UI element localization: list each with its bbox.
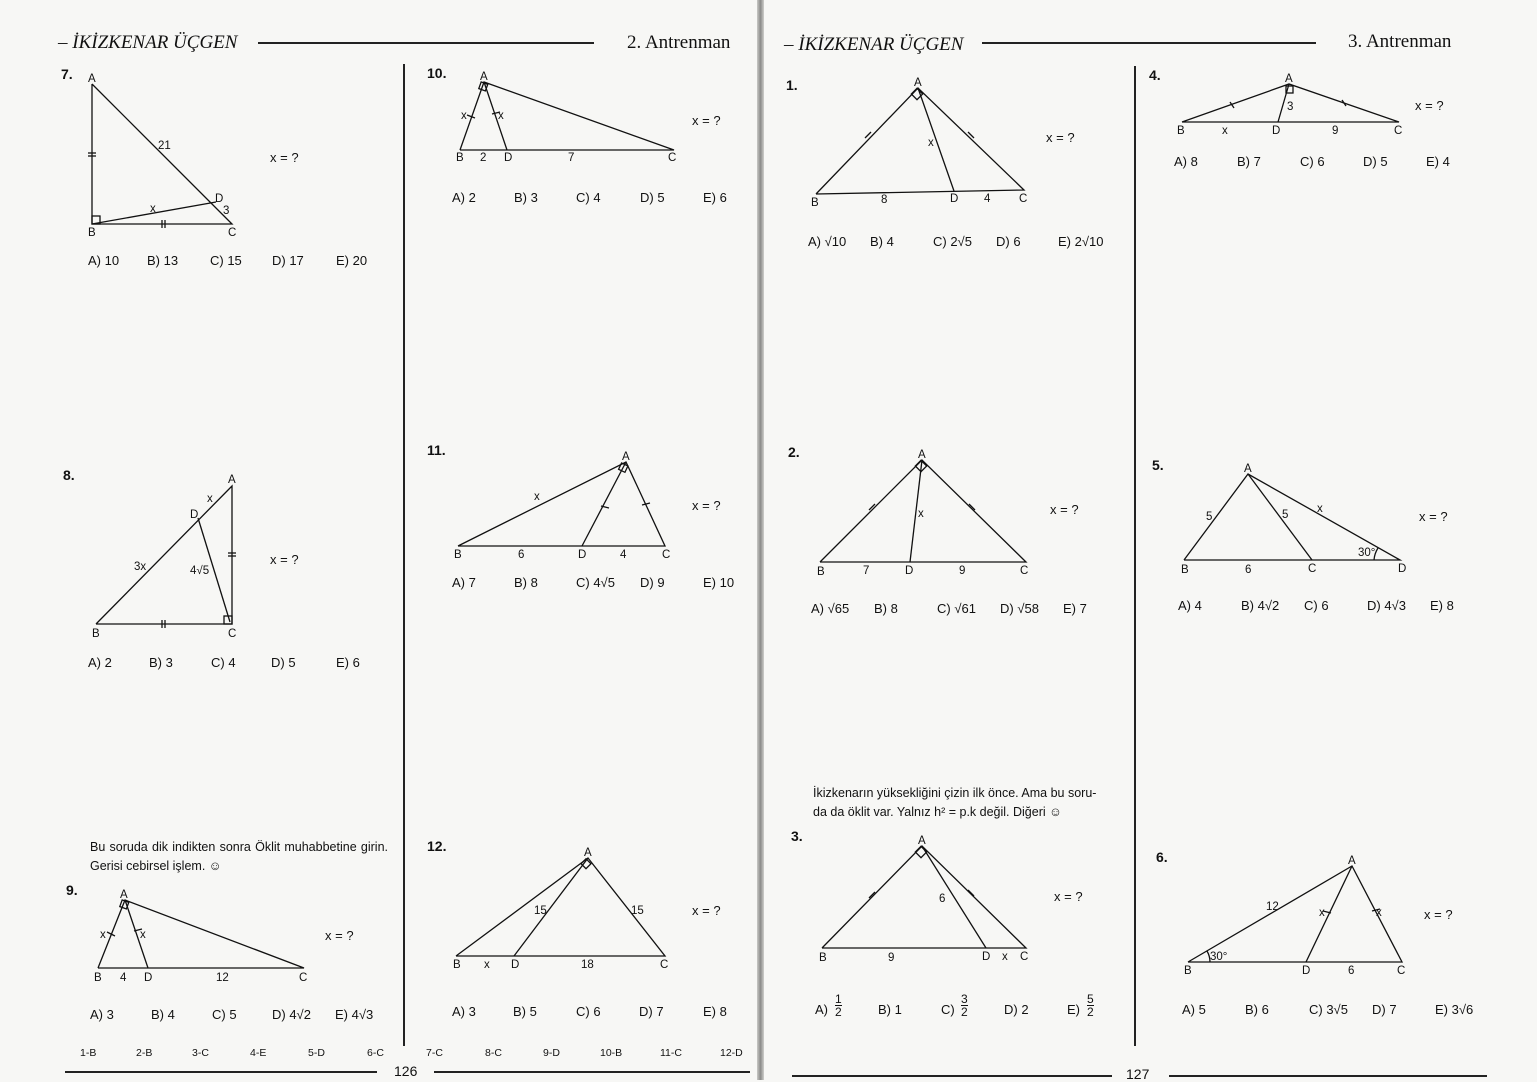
answer-key-item: 9-D	[543, 1047, 560, 1059]
label-x-right: x	[498, 110, 504, 122]
question-number: 8.	[63, 467, 75, 483]
label-b: B	[453, 959, 461, 971]
label-4root5: 4√5	[190, 565, 210, 577]
label-x: x	[1222, 125, 1228, 137]
question-number: 6.	[1156, 849, 1168, 865]
option-b[interactable]: B) 8	[874, 601, 898, 616]
label-a: A	[1285, 73, 1293, 85]
label-d: D	[905, 565, 914, 577]
answer-key-item: 7-C	[426, 1047, 443, 1059]
label-a: A	[914, 77, 922, 89]
right-page	[764, 0, 1537, 1080]
label-b: B	[819, 952, 827, 964]
label-c: C	[228, 227, 237, 239]
question-ask: x = ?	[1415, 98, 1444, 113]
option-b[interactable]: B) 4	[151, 1007, 175, 1022]
question-number: 4.	[1149, 67, 1161, 83]
option-e[interactable]: E) 8	[703, 1004, 727, 1019]
label-15-right: 15	[631, 905, 644, 917]
label-b: B	[94, 972, 102, 984]
option-d[interactable]: D) 2	[1004, 1002, 1029, 1017]
label-4: 4	[620, 549, 627, 561]
label-5-left: 5	[1206, 511, 1213, 523]
triangle-outline	[1188, 866, 1402, 962]
option-d[interactable]: D) 7	[1372, 1002, 1397, 1017]
label-b: B	[454, 549, 462, 561]
option-e[interactable]: E) 4√3	[335, 1007, 374, 1022]
label-x: x	[918, 508, 924, 520]
footer-rule-right	[434, 1071, 750, 1073]
label-12: 12	[216, 972, 229, 984]
label-a: A	[918, 449, 926, 461]
fraction-a: $\frac{1}{2}$	[835, 992, 842, 1019]
label-6: 6	[939, 893, 946, 905]
label-c: C	[1308, 563, 1317, 575]
book-gutter	[757, 0, 764, 1080]
label-d: D	[215, 193, 224, 205]
label-3: 3	[1287, 101, 1294, 113]
triangle-figure	[808, 74, 1038, 214]
label-d: D	[144, 972, 153, 984]
page-number: 126	[394, 1063, 418, 1079]
label-c: C	[1020, 951, 1029, 963]
segment-ad	[582, 462, 626, 546]
label-angle-30: 30°	[1210, 951, 1228, 963]
option-d[interactable]: D) 9	[640, 575, 665, 590]
option-b[interactable]: B) 6	[1245, 1002, 1269, 1017]
triangle-outline	[458, 462, 665, 546]
answer-key-item: 3-C	[192, 1047, 209, 1059]
question-number: 12.	[427, 838, 447, 854]
triangle-outline	[460, 82, 674, 150]
option-a[interactable]: A) 2	[88, 655, 112, 670]
option-c[interactable]: C) 4√5	[576, 575, 615, 590]
question-number: 5.	[1152, 457, 1164, 473]
label-x: x	[1002, 951, 1008, 963]
triangle-outline	[96, 486, 232, 624]
option-e[interactable]: E) 4	[1426, 154, 1450, 169]
left-page	[0, 0, 760, 1080]
label-a: A	[1244, 463, 1252, 475]
label-x: x	[207, 493, 213, 505]
option-e[interactable]: E) 2√10	[1058, 234, 1104, 249]
label-c: C	[1019, 193, 1028, 205]
label-c: C	[1397, 965, 1406, 977]
option-b[interactable]: B) 8	[514, 575, 538, 590]
option-b[interactable]: B) 13	[147, 253, 179, 268]
label-x: x	[150, 203, 156, 215]
label-b: B	[456, 152, 464, 164]
label-9: 9	[959, 565, 966, 577]
left-header-right: 2. Antrenman	[627, 32, 731, 53]
option-b[interactable]: B) 4	[870, 234, 894, 249]
label-x-left: x	[461, 110, 467, 122]
label-d: D	[1398, 563, 1407, 575]
tick-mark	[968, 890, 974, 896]
question-ask: x = ?	[1046, 130, 1075, 145]
label-a: A	[622, 451, 630, 463]
label-d: D	[511, 959, 520, 971]
right-header-title: – İKİZKENAR ÜÇGEN	[784, 34, 964, 55]
right-angle-mark	[479, 82, 488, 91]
label-angle-30: 30°	[1358, 547, 1376, 559]
hint-note-line1: İkizkenarın yüksekliğini çizin ilk önce. Ama bu soru-	[813, 786, 1097, 800]
hint-note: Bu soruda dik indikten sonra Öklit muhabbetine girin. Gerisi cebirsel işlem. ☺	[90, 840, 388, 873]
option-c[interactable]: C) 4	[211, 655, 236, 670]
label-6: 6	[1245, 564, 1252, 576]
option-d[interactable]: D) 5	[1363, 154, 1388, 169]
option-a[interactable]: A) 5	[1182, 1002, 1206, 1017]
fraction-c: $\frac{3}{2}$	[961, 992, 968, 1019]
question-number: 1.	[786, 77, 798, 93]
option-a[interactable]: A) 7	[452, 575, 476, 590]
label-a: A	[120, 889, 128, 901]
label-b: B	[1177, 125, 1185, 137]
label-18: 18	[581, 959, 594, 971]
option-c[interactable]: C) √61	[937, 601, 976, 616]
question-number: 3.	[791, 828, 803, 844]
label-8: 8	[881, 194, 888, 206]
triangle-figure	[88, 472, 248, 642]
option-a[interactable]: A) √65	[811, 601, 850, 616]
label-4: 4	[120, 972, 127, 984]
triangle-figure	[450, 844, 680, 974]
answer-key-item: 12-D	[720, 1047, 743, 1059]
option-d[interactable]: D) 4√2	[272, 1007, 311, 1022]
option-b[interactable]: B) 5	[513, 1004, 537, 1019]
label-15-left: 15	[534, 905, 547, 917]
question-ask: x = ?	[325, 928, 354, 943]
label-4: 4	[984, 193, 991, 205]
question-number: 10.	[427, 65, 447, 81]
triangle-figure	[1180, 852, 1420, 982]
label-c: C	[660, 959, 669, 971]
option-e[interactable]: E) 3√6	[1435, 1002, 1474, 1017]
option-a[interactable]: A)	[815, 1002, 828, 1017]
label-a: A	[480, 71, 488, 83]
label-d: D	[982, 951, 991, 963]
label-6: 6	[1348, 965, 1355, 977]
option-c[interactable]: C) 15	[210, 253, 242, 268]
segment-ad	[922, 846, 986, 948]
label-9: 9	[888, 952, 895, 964]
segment-ac	[1248, 474, 1312, 560]
answer-key-item: 4-E	[250, 1047, 267, 1059]
option-a[interactable]: A) √10	[808, 234, 847, 249]
label-7: 7	[863, 565, 870, 577]
option-e[interactable]: E) 6	[703, 190, 727, 205]
right-header-right: 3. Antrenman	[1348, 31, 1452, 52]
left-header-rule	[258, 42, 594, 44]
triangle-figure	[88, 884, 318, 984]
option-e[interactable]: E) 7	[1063, 601, 1087, 616]
option-c[interactable]: C) 2√5	[933, 234, 972, 249]
label-a: A	[918, 835, 926, 847]
option-b[interactable]: B) 3	[514, 190, 538, 205]
label-d: D	[504, 152, 513, 164]
question-number: 7.	[61, 66, 73, 82]
label-a: A	[228, 474, 236, 486]
label-12: 12	[1266, 901, 1279, 913]
answer-key-item: 2-B	[136, 1047, 153, 1059]
label-3: 3	[223, 205, 230, 217]
triangle-figure	[80, 70, 260, 240]
label-x-right: x	[1376, 907, 1382, 919]
label-b: B	[1184, 965, 1192, 977]
label-9: 9	[1332, 125, 1339, 137]
option-d[interactable]: D) 4√3	[1367, 598, 1406, 613]
triangle-figure	[1174, 72, 1414, 142]
label-b: B	[817, 566, 825, 578]
option-d[interactable]: D) √58	[1000, 601, 1039, 616]
label-b: B	[1181, 564, 1189, 576]
label-b: B	[811, 197, 819, 209]
question-number: 11.	[427, 442, 446, 458]
label-7: 7	[568, 152, 575, 164]
label-x: x	[484, 959, 490, 971]
right-column-divider	[1134, 66, 1136, 1046]
option-d[interactable]: D) 7	[639, 1004, 664, 1019]
option-a[interactable]: A) 2	[452, 190, 476, 205]
option-e[interactable]: E) 10	[703, 575, 735, 590]
segment-ad	[514, 858, 588, 956]
label-c: C	[662, 549, 671, 561]
segment-ad	[1306, 866, 1352, 962]
answer-key-item: 10-B	[600, 1047, 623, 1059]
question-ask: x = ?	[270, 150, 299, 165]
option-e[interactable]: E) 20	[336, 253, 368, 268]
triangle-outline	[816, 88, 1024, 194]
label-d: D	[578, 549, 587, 561]
option-a[interactable]: A) 3	[452, 1004, 476, 1019]
option-c[interactable]: C) 3√5	[1309, 1002, 1348, 1017]
segment-ad	[918, 88, 954, 191]
label-x-right: x	[140, 929, 146, 941]
label-c: C	[1394, 125, 1403, 137]
footer-rule-right	[1169, 1075, 1487, 1077]
triangle-outline	[822, 846, 1026, 948]
left-header-title: – İKİZKENAR ÜÇGEN	[58, 32, 238, 53]
triangle-figure	[816, 832, 1040, 966]
label-c: C	[299, 972, 308, 984]
option-a[interactable]: A) 4	[1178, 598, 1202, 613]
label-d: D	[950, 193, 959, 205]
option-a[interactable]: A) 10	[88, 253, 120, 268]
question-ask: x = ?	[1424, 907, 1453, 922]
label-x-left: x	[100, 929, 106, 941]
option-c[interactable]: C)	[941, 1002, 955, 1017]
label-side-21: 21	[158, 140, 171, 152]
option-e[interactable]: E) 8	[1430, 598, 1454, 613]
label-a: A	[88, 73, 96, 85]
option-d[interactable]: D) 6	[996, 234, 1021, 249]
question-ask: x = ?	[1050, 502, 1079, 517]
option-c[interactable]: C) 4	[576, 190, 601, 205]
option-c[interactable]: C) 6	[576, 1004, 601, 1019]
triangle-figure	[450, 448, 680, 568]
question-ask: x = ?	[692, 113, 721, 128]
label-c: C	[668, 152, 677, 164]
label-c: C	[1020, 565, 1029, 577]
label-2: 2	[480, 152, 487, 164]
label-x-left: x	[1319, 907, 1325, 919]
option-e[interactable]: E) 6	[336, 655, 360, 670]
label-d: D	[1272, 125, 1281, 137]
label-d: D	[190, 509, 199, 521]
label-a: A	[1348, 855, 1356, 867]
question-ask: x = ?	[270, 552, 299, 567]
footer-rule-left	[792, 1075, 1112, 1077]
question-ask: x = ?	[692, 498, 721, 513]
page-number: 127	[1126, 1066, 1150, 1082]
right-header-rule	[982, 42, 1316, 44]
label-3x: 3x	[134, 561, 147, 573]
label-x: x	[534, 491, 540, 503]
label-x: x	[928, 137, 934, 149]
left-column-divider	[403, 64, 405, 1046]
answer-key-item: 1-B	[80, 1047, 97, 1059]
option-b[interactable]: B) 4√2	[1241, 598, 1280, 613]
option-e[interactable]: E)	[1067, 1002, 1080, 1017]
question-ask: x = ?	[692, 903, 721, 918]
right-angle-mark	[120, 900, 129, 909]
label-x: x	[1317, 503, 1323, 515]
option-d[interactable]: D) 5	[271, 655, 296, 670]
hint-note-line2: da da öklit var. Yalnız h² = p.k değil. Diğeri ☺	[813, 805, 1062, 819]
question-number: 9.	[66, 882, 78, 898]
fraction-e: $\frac{5}{2}$	[1087, 992, 1094, 1019]
answer-key-item: 8-C	[485, 1047, 502, 1059]
label-5-right: 5	[1282, 509, 1289, 521]
label-d: D	[1302, 965, 1311, 977]
option-c[interactable]: C) 6	[1304, 598, 1329, 613]
triangle-figure	[814, 446, 1044, 580]
label-c: C	[228, 628, 237, 640]
footer-rule-left	[65, 1071, 377, 1073]
option-d[interactable]: D) 17	[272, 253, 304, 268]
question-ask: x = ?	[1054, 889, 1083, 904]
option-b[interactable]: B) 3	[149, 655, 173, 670]
option-b[interactable]: B) 1	[878, 1002, 902, 1017]
question-number: 2.	[788, 444, 800, 460]
triangle-figure	[450, 68, 685, 168]
option-c[interactable]: C) 5	[212, 1007, 237, 1022]
answer-key-item: 5-D	[308, 1047, 325, 1059]
option-a[interactable]: A) 8	[1174, 154, 1198, 169]
answer-key-item: 11-C	[660, 1047, 682, 1059]
triangle-figure	[1178, 460, 1418, 580]
label-b: B	[88, 227, 96, 239]
question-ask: x = ?	[1419, 509, 1448, 524]
label-6: 6	[518, 549, 525, 561]
option-b[interactable]: B) 7	[1237, 154, 1261, 169]
option-d[interactable]: D) 5	[640, 190, 665, 205]
answer-key-item: 6-C	[367, 1047, 384, 1059]
option-c[interactable]: C) 6	[1300, 154, 1325, 169]
label-a: A	[584, 847, 592, 859]
option-a[interactable]: A) 3	[90, 1007, 114, 1022]
label-b: B	[92, 628, 100, 640]
